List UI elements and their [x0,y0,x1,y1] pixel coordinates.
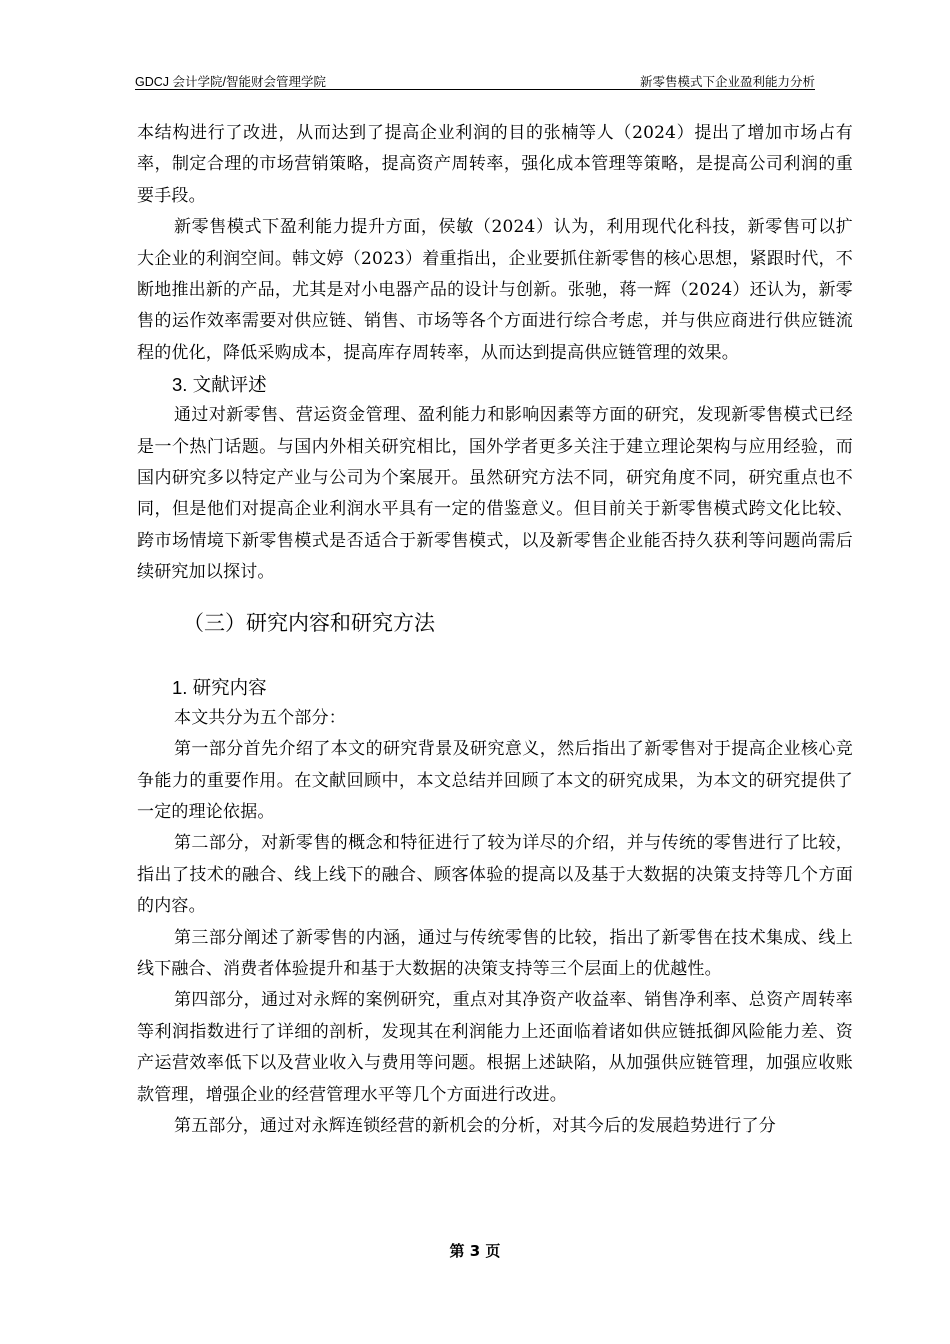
page-number: 第 3 页 [449,1242,501,1260]
heading-literature-review: 3. 文献评述 [172,374,267,396]
paragraph-profitability-improvement: 新零售模式下盈利能力提升方面，侯敏（2024）认为，利用现代化科技，新零售可以扩大企业的利润空间。韩文婷（2023）着重指出，企业要抓住新零售的核心思想，紧跟时代，不断地推出新的产品，尤其是对小电器产品的设计与创新。张驰，蒋一辉（2024）还认为，新零售的运作效率需要对供应链、销售、市场等各个方面进行综合考虑，并与供应商进行供应链流程的优化，降低采购成本，提高库存周转率，从而达到提高供应链管理的效果。 [137,217,853,363]
heading-research-content-methods: （三）研究内容和研究方法 [183,611,435,635]
paragraph-part-two: 第二部分，对新零售的概念和特征进行了较为详尽的介绍，并与传统的零售进行了比较，指出了技术的融合、线上线下的融合、顾客体验的提高以及基于大数据的决策支持等几个方面的内容。 [137,833,853,917]
spacer [137,639,853,672]
paragraph-part-one: 第一部分首先介绍了本文的研究背景及研究意义，然后指出了新零售对于提高企业核心竞争能力的重要作用。在文献回顾中，本文总结并回顾了本文的研究成果，为本文的研究提供了一定的理论依据。 [137,739,853,822]
paragraph-continuation: 本结构进行了改进，从而达到了提高企业利润的目的张楠等人（2024）提出了增加市场占有率，制定合理的市场营销策略，提高资产周转率，强化成本管理等策略，是提高公司利润的重要手段。 [137,123,853,206]
spacer [137,589,853,609]
paragraph-part-four: 第四部分，通过对永辉的案例研究，重点对其净资产收益率、销售净利率、总资产周转率等利润指数进行了详细的剖析，发现其在利润能力上还面临着诸如供应链抵御风险能力差、资产运营效率低下以及营业收入与费用等问题。根据上述缺陷，从加强供应链管理，加强应收账款管理，增强企业的经营管理水平等几个方面进行改进。 [137,990,853,1105]
page-header [135,72,815,90]
heading-research-content: 1. 研究内容 [172,676,267,698]
header-institution: GDCJ 会计学院/智能财会管理学院 [135,75,326,89]
paragraph-part-three: 第三部分阐述了新零售的内涵，通过与传统零售的比较，指出了新零售在技术集成、线上线下融合、消费者体验提升和基于大数据的决策支持等三个层面上的优越性。 [137,927,853,979]
paragraph-part-five: 第五部分，通过对永辉连锁经营的新机会的分析，对其今后的发展趋势进行了分 [174,1115,776,1136]
paragraph-literature-review: 通过对新零售、营运资金管理、盈利能力和影响因素等方面的研究，发现新零售模式已经是一个热门话题。与国内外相关研究相比，国外学者更多关注于建立理论架构与应用经验，而国内研究多以特定产业与公司为个案展开。虽然研究方法不同，研究角度不同，研究重点也不同，但是他们对提高企业利润水平具有一定的借鉴意义。但目前关于新零售模式跨文化比较、跨市场情境下新零售模式是否适合于新零售模式，以及新零售企业能否持久获利等问题尚需后续研究加以探讨。 [137,405,853,583]
header-document-title: 新零售模式下企业盈利能力分析 [639,75,815,89]
page-body [137,118,853,1142]
paragraph-five-parts-intro: 本文共分为五个部分： [174,707,346,728]
header-divider [135,89,815,90]
